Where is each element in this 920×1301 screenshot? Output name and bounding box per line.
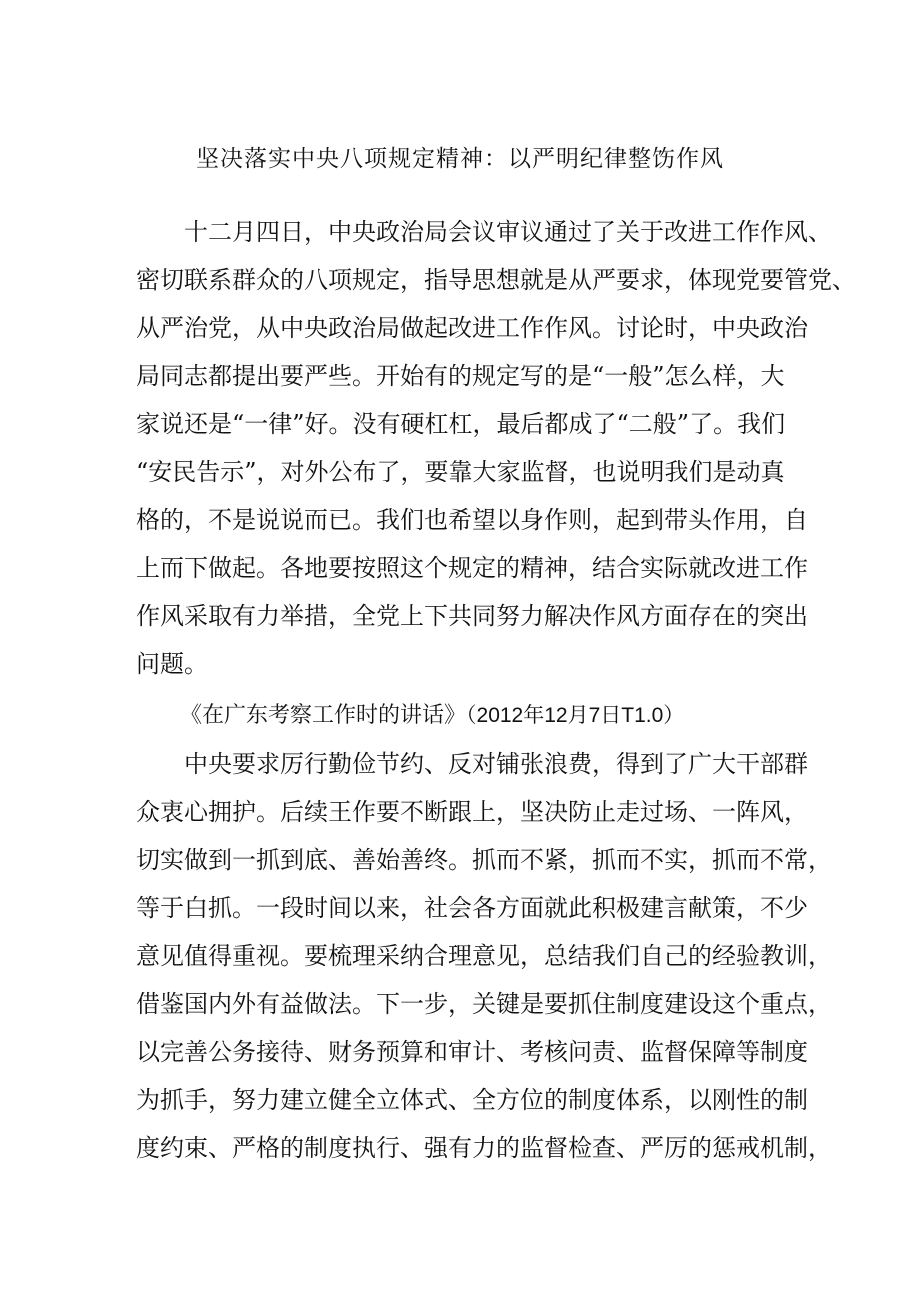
paragraph-1-line: “安民告示”，对外公布了，要靠大家监督，也说明我们是动真 <box>136 458 785 486</box>
paragraph-1-line: 从严治党，从中央政治局做起改进工作作风。讨论时，中央政治 <box>136 314 808 342</box>
paragraph-2-line: 等于白抓。一段时间以来，社会各方面就此积极建言献策，不少 <box>136 894 808 922</box>
paragraph-2-line: 为抓手，努力建立健全立体式、全方位的制度体系，以刚性的制 <box>136 1086 808 1114</box>
paragraph-1-line: 密切联系群众的八项规定，指导思想就是从严要求，体现党要管党、 <box>136 266 856 294</box>
paragraph-1-line: 作风采取有力举措，全党上下共同努力解决作风方面存在的突出 <box>136 602 808 630</box>
source-date: （2012年12月7日T1.0） <box>466 704 685 727</box>
paragraph-1-line: 局同志都提出要严些。开始有的规定写的是“一般”怎么样，大 <box>136 362 785 390</box>
paragraph-1-line: 问题。 <box>136 650 208 678</box>
paragraph-2-line: 度约束、严格的制度执行、强有力的监督检查、严厉的惩戒机制， <box>136 1134 832 1162</box>
paragraph-2-line: 中央要求厉行勤俭节约、反对铺张浪费，得到了广大干部群 <box>184 750 808 778</box>
paragraph-2-line: 以完善公务接待、财务预算和审计、考核问责、监督保障等制度 <box>136 1038 808 1066</box>
paragraph-1-line: 上而下做起。各地要按照这个规定的精神，结合实际就改进工作 <box>136 554 808 582</box>
paragraph-2-line: 意见值得重视。要梳理采纳合理意见，总结我们自己的经验教训， <box>136 942 832 970</box>
paragraph-2-line: 借鉴国内外有益做法。下一步，关键是要抓住制度建设这个重点， <box>136 990 832 1018</box>
paragraph-1-line: 家说还是“一律”好。没有硬杠杠，最后都成了“二般”了。我们 <box>136 410 786 438</box>
source-citation <box>180 700 684 732</box>
document-title: 坚决落实中央八项规定精神：以严明纪律整饬作风 <box>196 146 724 172</box>
paragraph-2-line: 众衷心拥护。后续王作要不断跟上，坚决防止走过场、一阵风， <box>136 798 808 826</box>
source-work-title: 《在广东考察工作时的讲话》 <box>180 703 467 728</box>
paragraph-1-line: 十二月四日，中央政治局会议审议通过了关于改进工作作风、 <box>184 218 832 246</box>
paragraph-1-line: 格的，不是说说而已。我们也希望以身作则，起到带头作用，自 <box>136 506 808 534</box>
paragraph-2-line: 切实做到一抓到底、善始善终。抓而不紧，抓而不实，抓而不常， <box>136 846 832 874</box>
